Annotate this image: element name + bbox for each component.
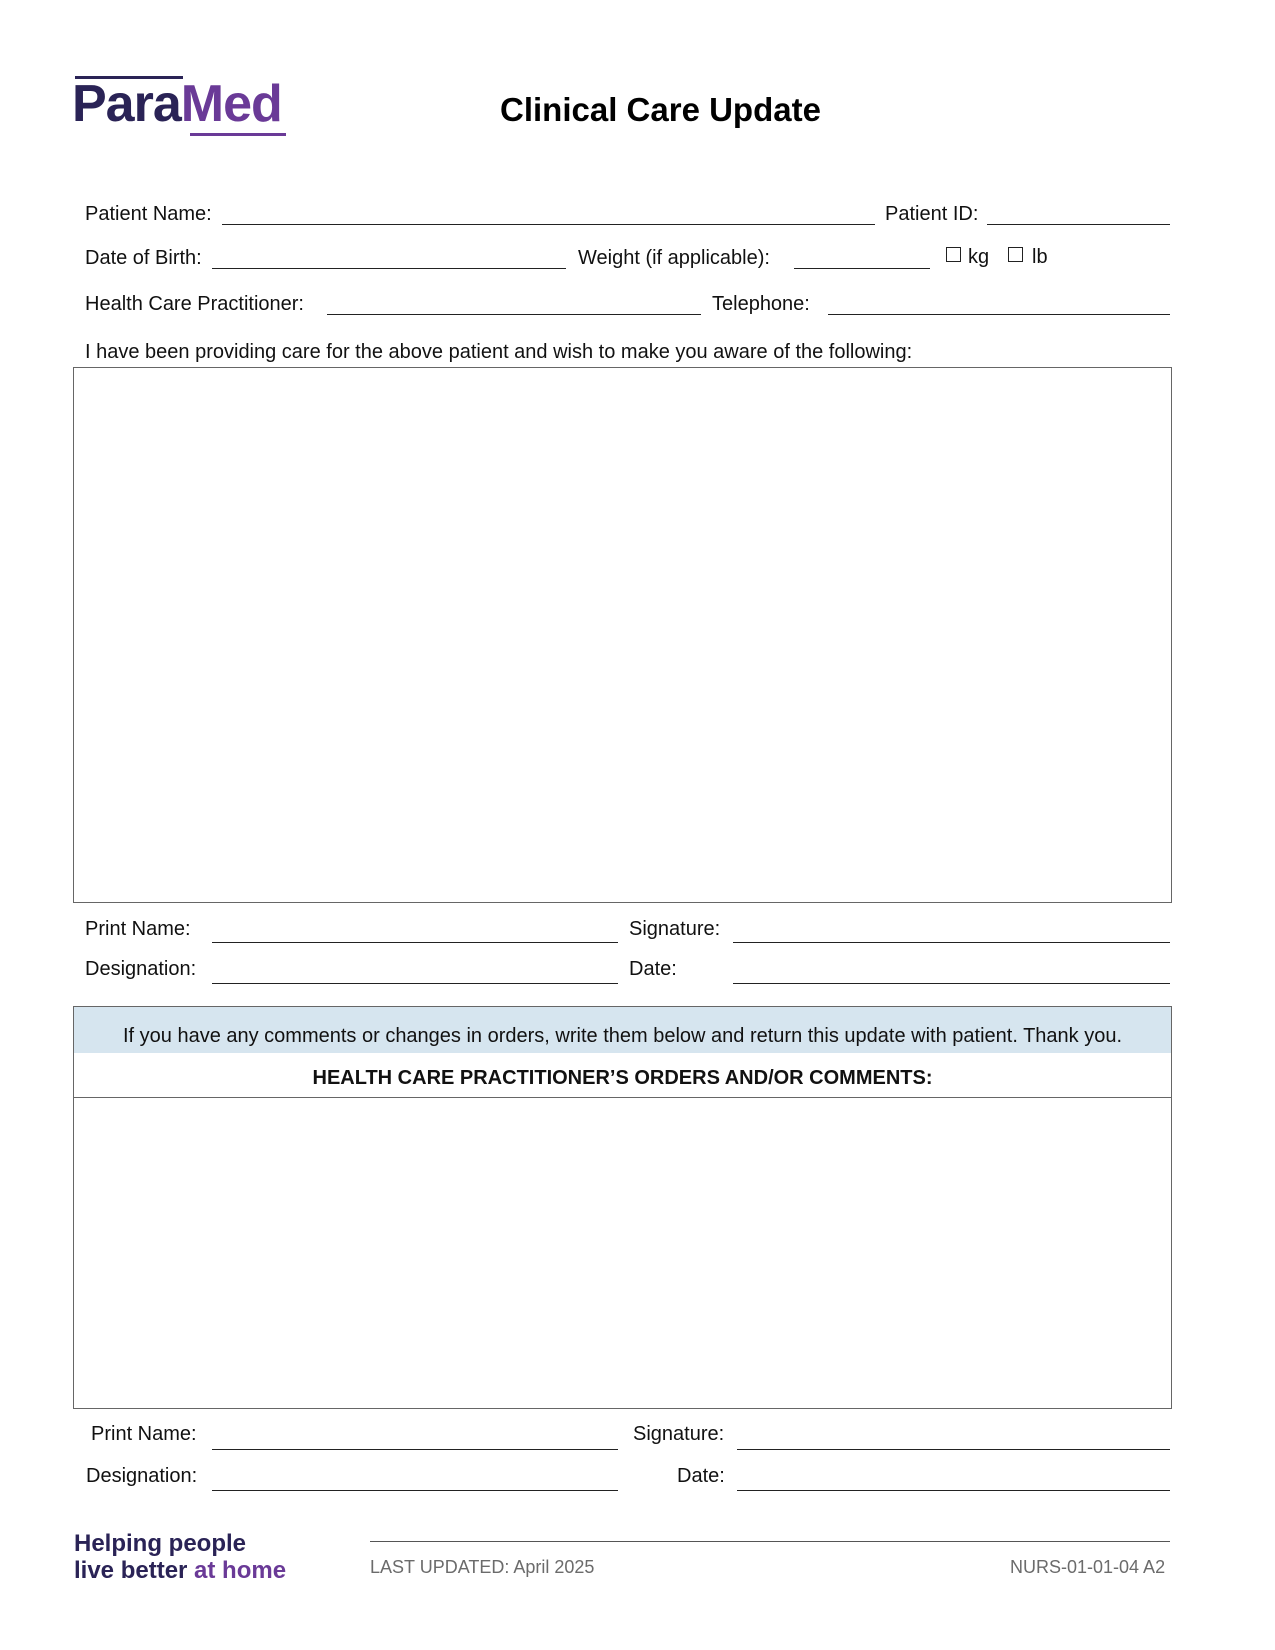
logo-bottom-bar [190, 133, 286, 136]
tagline-line2 [74, 1557, 286, 1584]
lb-checkbox[interactable] [1008, 247, 1023, 262]
kg-label: kg [968, 246, 990, 268]
logo-wordmark [72, 74, 282, 134]
designation-field[interactable] [212, 983, 618, 984]
weight-label: Weight (if applicable): [578, 247, 770, 269]
logo-para: Para [72, 75, 181, 133]
print-name-label-2: Print Name: [91, 1423, 197, 1445]
designation-field-2[interactable] [212, 1490, 618, 1491]
signature-field-2[interactable] [737, 1449, 1170, 1450]
notice-text: If you have any comments or changes in orders, write them below and return this update with patient. Thank you. [122, 1025, 1123, 1047]
last-updated: LAST UPDATED: April 2025 [370, 1557, 595, 1577]
telephone-label: Telephone: [712, 293, 810, 315]
patient-name-label: Patient Name: [85, 203, 212, 225]
patient-name-field[interactable] [222, 224, 875, 225]
designation-label: Designation: [85, 958, 197, 980]
patient-id-label: Patient ID: [885, 203, 979, 225]
weight-field[interactable] [794, 268, 930, 269]
kg-checkbox[interactable] [946, 247, 961, 262]
patient-id-field[interactable] [987, 224, 1170, 225]
telephone-field[interactable] [828, 314, 1170, 315]
logo-med: Med [180, 75, 282, 133]
tagline-line2-start: live better [74, 1557, 195, 1584]
date-field-2[interactable] [737, 1490, 1170, 1491]
signature-label-2: Signature: [633, 1423, 725, 1445]
print-name-field[interactable] [212, 942, 618, 943]
footer-divider [370, 1541, 1170, 1542]
dob-label: Date of Birth: [85, 247, 202, 269]
form-code: NURS-01-01-04 A2 [1010, 1557, 1166, 1577]
lb-label: lb [1032, 246, 1048, 268]
print-name-field-2[interactable] [212, 1449, 618, 1450]
practitioner-label: Health Care Practitioner: [85, 293, 304, 315]
tagline [74, 1530, 286, 1584]
print-name-label: Print Name: [85, 918, 191, 940]
orders-comments-box[interactable] [73, 1097, 1172, 1409]
tagline-line1: Helping people [74, 1530, 247, 1557]
date-label-2: Date: [677, 1465, 725, 1487]
dob-field[interactable] [212, 268, 566, 269]
designation-label-2: Designation: [86, 1465, 198, 1487]
signature-label: Signature: [629, 918, 721, 940]
intro-text: I have been providing care for the above patient and wish to make you aware of the following: [85, 341, 913, 363]
page-title: Clinical Care Update [500, 91, 821, 128]
care-notes-box[interactable] [73, 367, 1172, 903]
date-label: Date: [629, 958, 677, 980]
practitioner-field[interactable] [327, 314, 701, 315]
signature-field[interactable] [733, 942, 1170, 943]
date-field[interactable] [733, 983, 1170, 984]
tagline-accent: at home [194, 1557, 287, 1584]
orders-heading: HEALTH CARE PRACTITIONER’S ORDERS AND/OR COMMENTS: [312, 1067, 933, 1089]
